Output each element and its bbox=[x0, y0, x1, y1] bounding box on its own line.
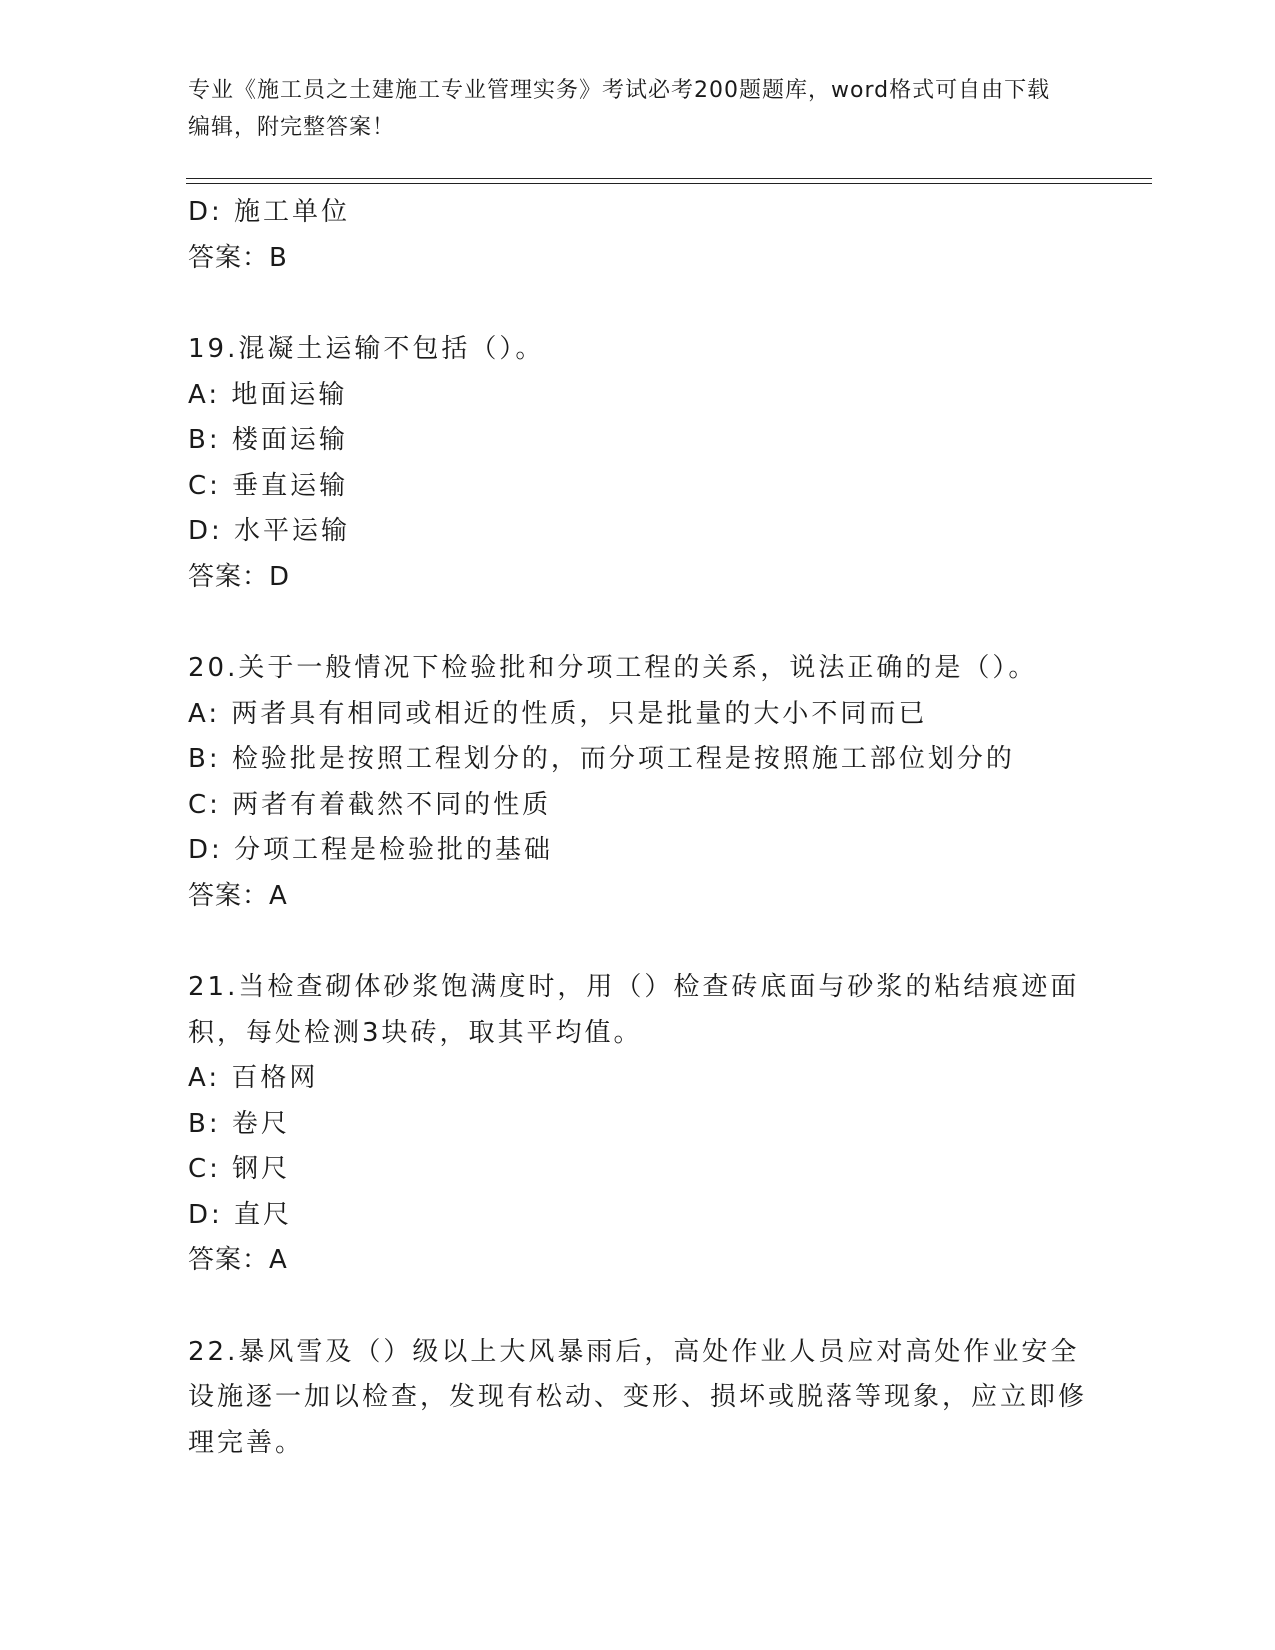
question-19-option-d: D: 水平运输 bbox=[188, 516, 351, 546]
question-19-text: 19.混凝土运输不包括（）。 bbox=[188, 334, 545, 364]
question-20-text: 20.关于一般情况下检验批和分项工程的关系，说法正确的是（）。 bbox=[188, 653, 1038, 683]
question-22-text: 22.暴风雪及（）级以上大风暴雨后，高处作业人员应对高处作业安全设施逐一加以检查，发现有松动、变形、损坏或脱落等现象，应立即修理完善。 bbox=[188, 1336, 1088, 1458]
question-19-option-b: B: 楼面运输 bbox=[188, 425, 348, 455]
header-divider-secondary bbox=[186, 183, 1152, 184]
header-divider bbox=[186, 178, 1152, 179]
question-20-option-c: C: 两者有着截然不同的性质 bbox=[188, 789, 552, 820]
question-19-option-c: C: 垂直运输 bbox=[188, 470, 349, 501]
document-header: 专业《施工员之土建施工专业管理实务》考试必考200题题库，word格式可自由下载编辑，附完整答案！ bbox=[188, 78, 1051, 140]
question-21-option-b: B: 卷尺 bbox=[188, 1108, 290, 1139]
question-content bbox=[188, 190, 1088, 1466]
question-21-option-a: A: 百格网 bbox=[188, 1063, 319, 1093]
answer-prev: 答案：B bbox=[188, 242, 288, 273]
question-20-option-a: A: 两者具有相同或相近的性质，只是批量的大小不同而已 bbox=[188, 698, 928, 729]
question-20-option-b: B: 检验批是按照工程划分的，而分项工程是按照施工部位划分的 bbox=[188, 744, 1015, 774]
question-20-answer: 答案：A bbox=[188, 880, 288, 911]
question-21-answer: 答案：A bbox=[188, 1245, 288, 1275]
question-20-option-d: D: 分项工程是检验批的基础 bbox=[188, 835, 554, 865]
question-21-text: 21.当检查砌体砂浆饱满度时，用（）检查砖底面与砂浆的粘结痕迹面积，每处检测3块砖，取其平均值。 bbox=[188, 972, 1080, 1048]
question-21-option-d: D: 直尺 bbox=[188, 1199, 293, 1230]
option-d-prev: D: 施工单位 bbox=[188, 197, 351, 227]
question-21-option-c: C: 钢尺 bbox=[188, 1154, 291, 1184]
question-19-answer: 答案：D bbox=[188, 561, 291, 592]
question-19-option-a: A: 地面运输 bbox=[188, 379, 348, 410]
